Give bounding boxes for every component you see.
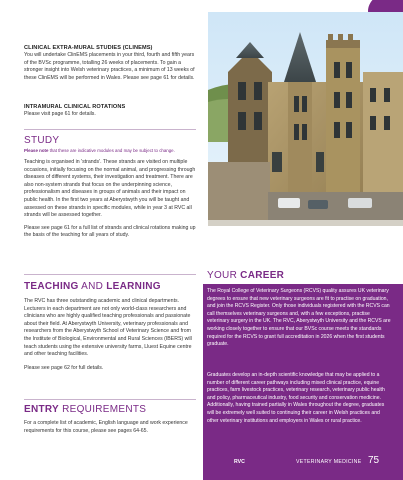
extramural-heading: CLINICAL EXTRA-MURAL STUDIES (CLINEMS) bbox=[24, 45, 153, 51]
study-note-bold: Please note bbox=[24, 148, 49, 153]
teaching-body-1: The RVC has three outstanding academic and clinical departments. Lecturers in each department are not only world-class researchers and clinicians who are highly qualified teaching professionals and passionate about their field. At Aberystwyth University, veterinary professionals and researchers from the Aberystwyth School of Veterinary Science and from the Institute of Biological, Environmental and Rural Sciences (IBERS) will teach students using the extensive university farms, Lluest Equine centre and other teaching facilities. bbox=[24, 298, 192, 358]
extramural-section bbox=[24, 45, 196, 82]
career-body-2: Graduates develop an in-depth scientific knowledge that may be applied to a number of different career pathways including mixed clinical practice, equine practices, farm livestock practices, veterinary research, veterinary public health and policy, pharmaceutical industry, food security and conservation medicine. Additionally, having trained partially in Wales throughout the degree, graduates will be extremely well suited to continuing their career in Welsh practices and other veterinary institutions and employers in Wales or rural practice. bbox=[207, 372, 385, 424]
teaching-heading bbox=[24, 281, 196, 293]
career-heading-part2: CAREER bbox=[240, 270, 285, 281]
footer-title: VETERINARY MEDICINE bbox=[296, 459, 362, 465]
divider bbox=[24, 129, 196, 130]
entry-heading bbox=[24, 404, 196, 416]
study-section bbox=[24, 135, 196, 240]
study-body-2: Please see page 61 for a full list of strands and clinical rotations making up the basis of the teaching for all years of study. bbox=[24, 224, 196, 239]
campus-building-photo bbox=[208, 12, 403, 270]
teaching-section bbox=[24, 281, 196, 372]
study-body-1: Teaching is organised in 'strands'. These strands are visited on multiple occasions, initially focusing on the normal animal, and progressing through diseases of different systems, their investigation and treatment. There are also non-system strands that focus on the underpinning science, professionalism and diseases in groups of animals and their impact on public health. In the first two years at Aberystwyth you will be taught and assessed on these strands in specific modules, while in year 3 at RVC all strands will be assessed together. bbox=[24, 159, 196, 219]
career-body-1: The Royal College of Veterinary Surgeons (RCVS) quality assures UK veterinary degrees to ensure that new veterinary surgeons are fit to practise on graduation, and join the RCVS Register. Only those individuals registered with the RCVS can call themselves veterinary surgeons and, with a few exceptions, practise veterinary surgery in the UK. The RVC, Aberystwyth University and the RCVS are working closely together to ensure that our BVSc course meets the standards required for the RCVS to grant full accreditation in 2026 when the first students graduate. bbox=[207, 288, 391, 348]
page-number: 75 bbox=[368, 455, 380, 466]
divider bbox=[24, 399, 196, 400]
study-note bbox=[24, 148, 196, 154]
career-heading bbox=[207, 270, 284, 282]
teaching-body-2: Please see page 62 for full details. bbox=[24, 364, 104, 371]
entry-heading-part1: ENTRY bbox=[24, 404, 60, 415]
teaching-heading-part2: AND bbox=[78, 281, 107, 292]
teaching-heading-part3: LEARNING bbox=[106, 281, 161, 292]
entry-section bbox=[24, 404, 196, 435]
intramural-heading: INTRAMURAL CLINICAL ROTATIONS bbox=[24, 104, 126, 110]
intramural-section bbox=[24, 104, 196, 119]
study-heading: STUDY bbox=[24, 135, 60, 146]
divider bbox=[24, 274, 196, 275]
entry-body: For a complete list of academic, English language and work experience requirements for this course, please see pages 64-65. bbox=[24, 420, 188, 434]
study-note-text: that these are indicative modules and may be subject to change. bbox=[48, 148, 175, 153]
career-heading-part1: YOUR bbox=[207, 270, 241, 281]
footer-rvc: RVC bbox=[234, 459, 245, 465]
extramural-body: You will undertake ClinEMS placements in your third, fourth and fifth years of the BVSc programme, totalling 26 weeks of placements. To gain a stronger insight into Welsh veterinary practices, a minimum of 13 weeks of these ClinEMS will be performed in Wales. Please see page 61 for details. bbox=[24, 52, 195, 81]
intramural-body: Please visit page 61 for details. bbox=[24, 111, 96, 117]
teaching-heading-part1: TEACHING bbox=[24, 281, 79, 292]
entry-heading-part2: REQUIREMENTS bbox=[59, 404, 147, 415]
